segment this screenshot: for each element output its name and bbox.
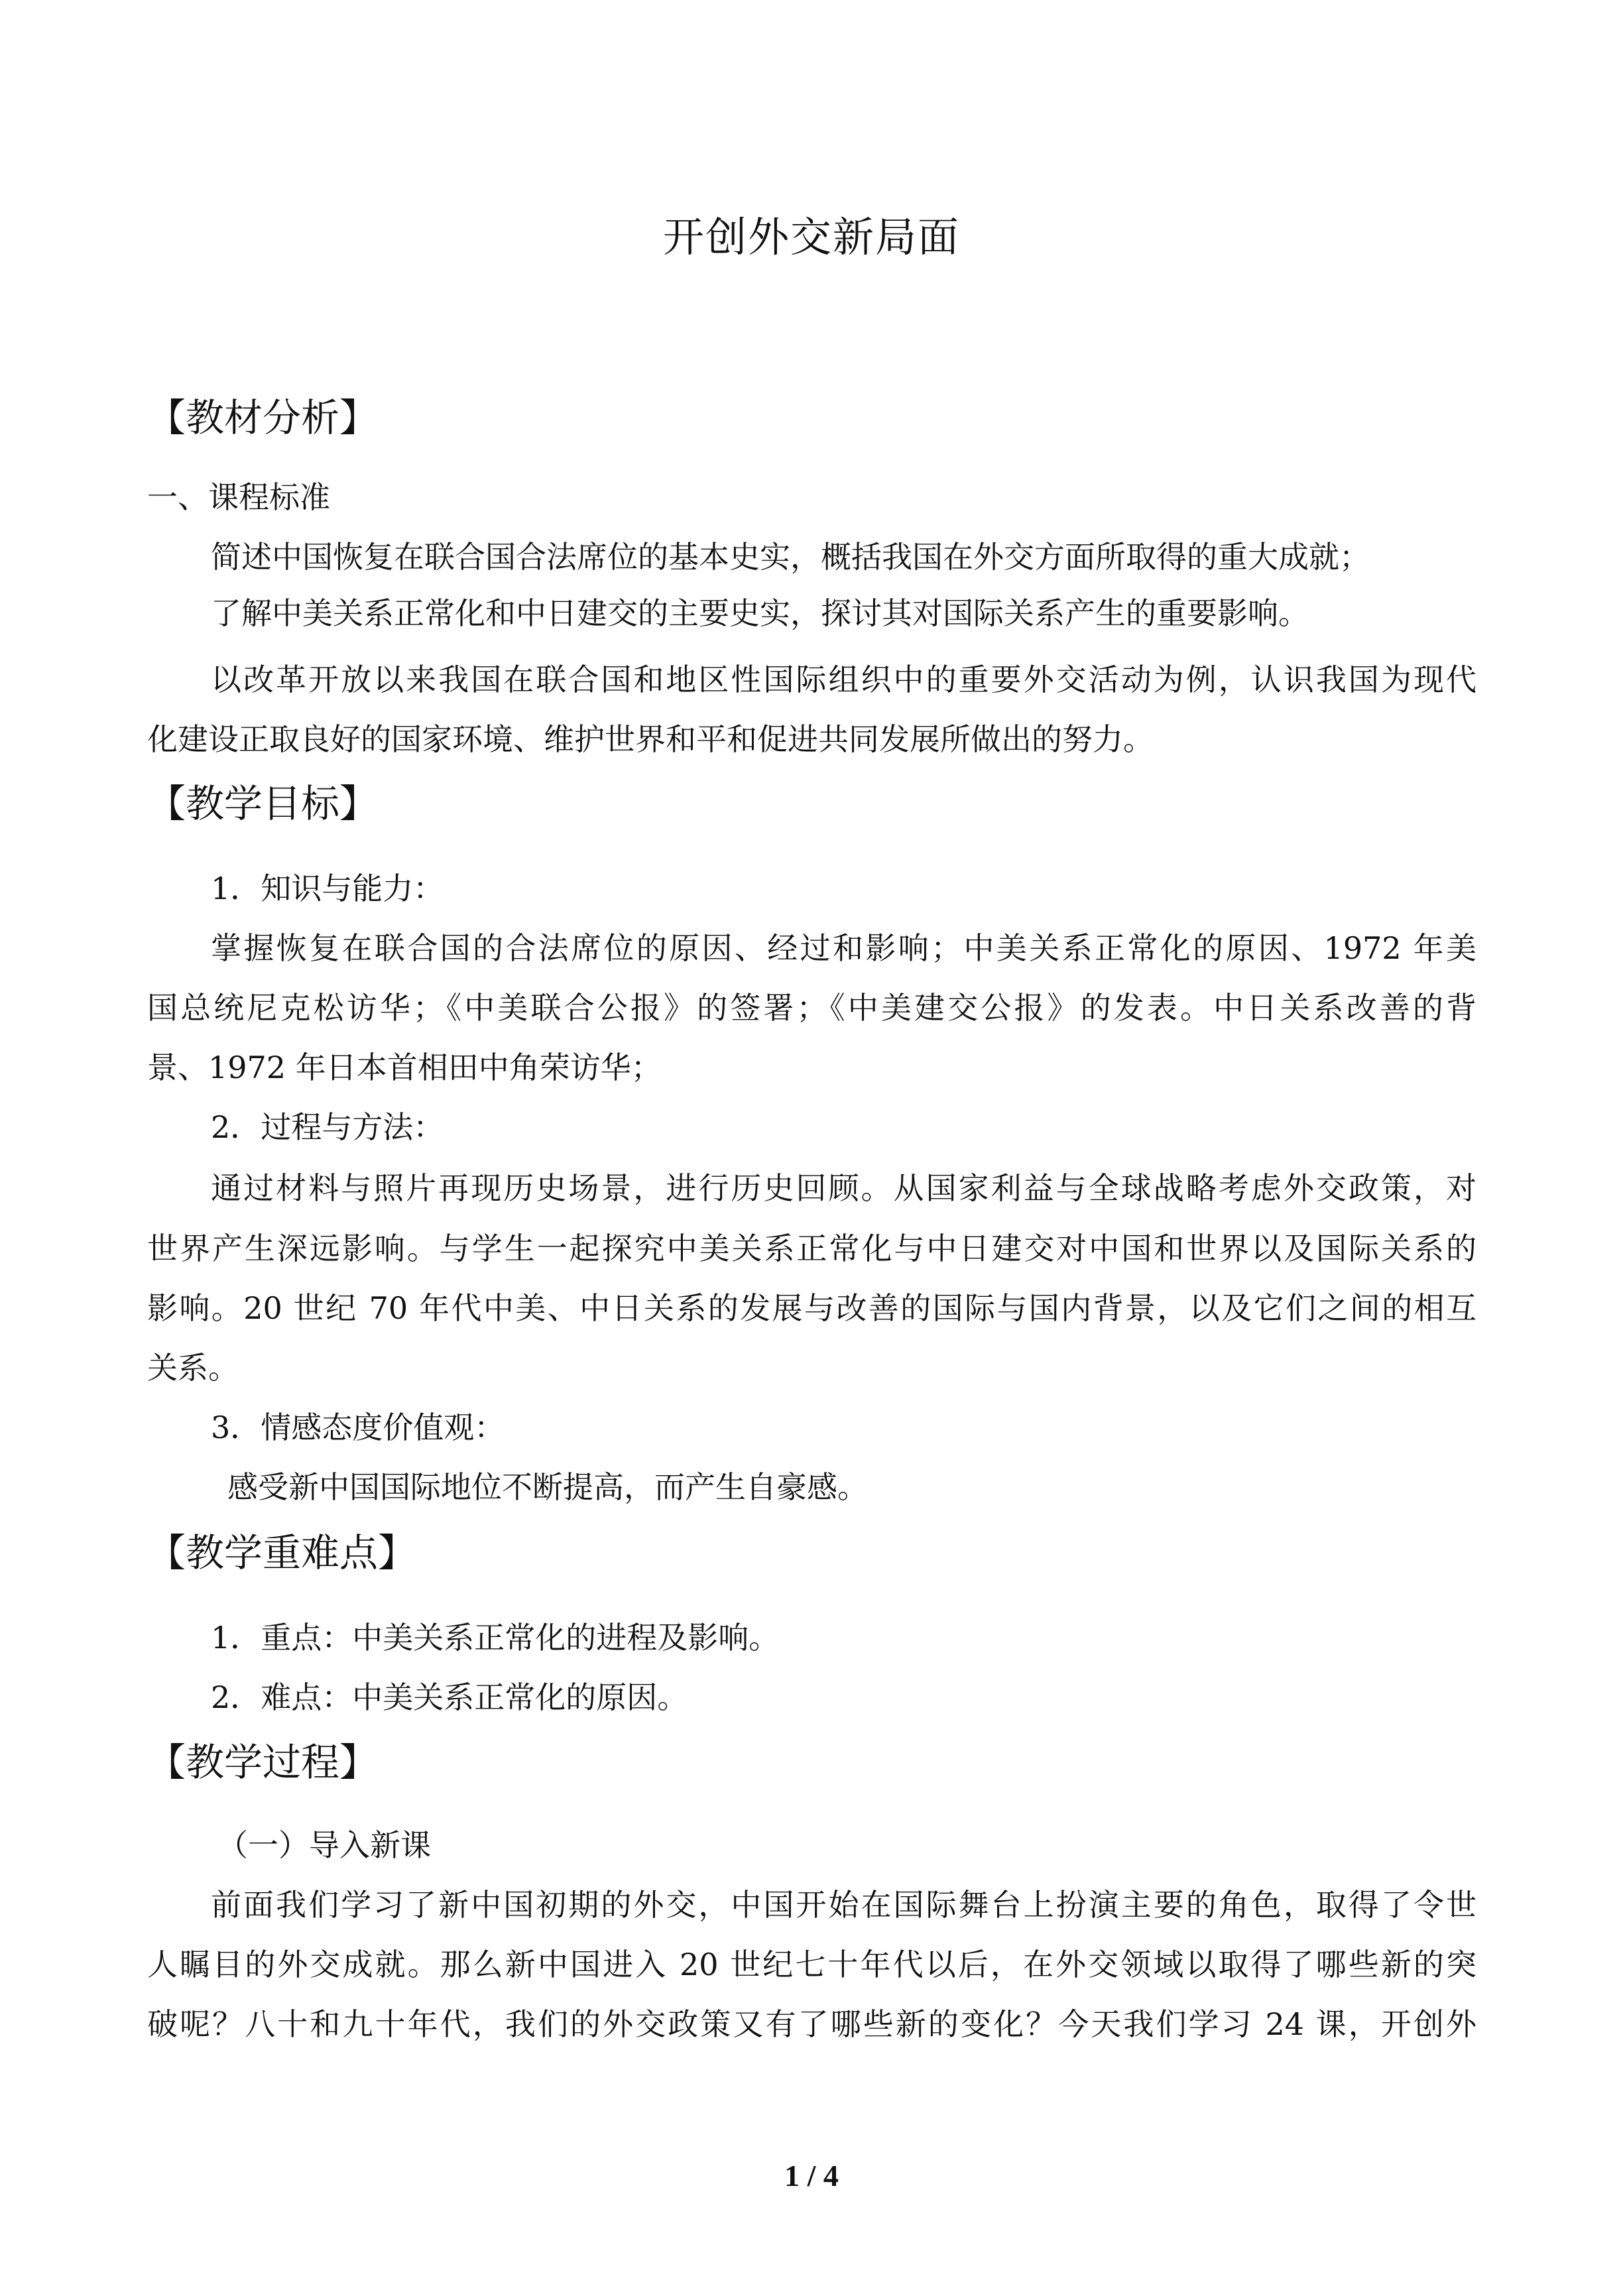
goal-label-process: 2．过程与方法：: [211, 1109, 444, 1145]
paragraph-line: 景、1972 年日本首相田中角荣访华；: [147, 1050, 662, 1085]
section-heading-analysis: 【教材分析】: [147, 395, 379, 440]
paragraph-line: 简述中国恢复在联合国合法席位的基本史实，概括我国在外交方面所取得的重大成就；: [211, 539, 1370, 575]
paragraph-line: 人瞩目的外交成就。那么新中国进入 20 世纪七十年代以后，在外交领域以取得了哪些新的突: [147, 1947, 1476, 1982]
key-point-line: 1．重点：中美关系正常化的进程及影响。: [211, 1620, 780, 1656]
document-title: 开创外交新局面: [662, 213, 960, 261]
section-heading-process: 【教学过程】: [147, 1740, 379, 1785]
subheading-curriculum-standard: 一、课程标准: [147, 479, 330, 515]
subheading-introduction: （一）导入新课: [217, 1827, 431, 1863]
paragraph-line: 关系。: [147, 1350, 239, 1386]
paragraph-line: 国总统尼克松访华；《中美联合公报》的签署；《中美建交公报》的发表。中日关系改善的背: [147, 990, 1476, 1026]
paragraph-line: 影响。20 世纪 70 年代中美、中日关系的发展与改善的国际与国内背景，以及它们之间的相互: [147, 1290, 1476, 1326]
paragraph-line: 了解中美关系正常化和中日建交的主要史实，探讨其对国际关系产生的重要影响。: [211, 595, 1309, 631]
paragraph-line: 通过材料与照片再现历史场景，进行历史回顾。从国家利益与全球战略考虑外交政策，对: [211, 1170, 1476, 1206]
page-number: 1 / 4: [784, 2159, 839, 2193]
section-heading-goals: 【教学目标】: [147, 781, 379, 826]
section-heading-key-points: 【教学重难点】: [147, 1530, 417, 1575]
paragraph-line: 感受新中国国际地位不断提高，而产生自豪感。: [227, 1469, 868, 1505]
paragraph-line: 化建设正取良好的国家环境、维护世界和平和促进共同发展所做出的努力。: [147, 721, 1154, 757]
paragraph-line: 掌握恢复在联合国的合法席位的原因、经过和影响；中美关系正常化的原因、1972 年美: [211, 930, 1476, 966]
paragraph-line: 以改革开放以来我国在联合国和地区性国际组织中的重要外交活动为例，认识我国为现代: [211, 662, 1476, 697]
paragraph-line: 破呢？八十和九十年代，我们的外交政策又有了哪些新的变化？今天我们学习 24 课，开创外: [147, 2006, 1476, 2042]
paragraph-line: 世界产生深远影响。与学生一起探究中美关系正常化与中日建交对中国和世界以及国际关系的: [147, 1231, 1476, 1266]
difficult-point-line: 2．难点：中美关系正常化的原因。: [211, 1679, 688, 1715]
goal-label-knowledge: 1．知识与能力：: [211, 871, 444, 906]
goal-label-emotion: 3．情感态度价值观：: [211, 1410, 505, 1445]
paragraph-line: 前面我们学习了新中国初期的外交，中国开始在国际舞台上扮演主要的角色，取得了令世: [211, 1887, 1476, 1923]
